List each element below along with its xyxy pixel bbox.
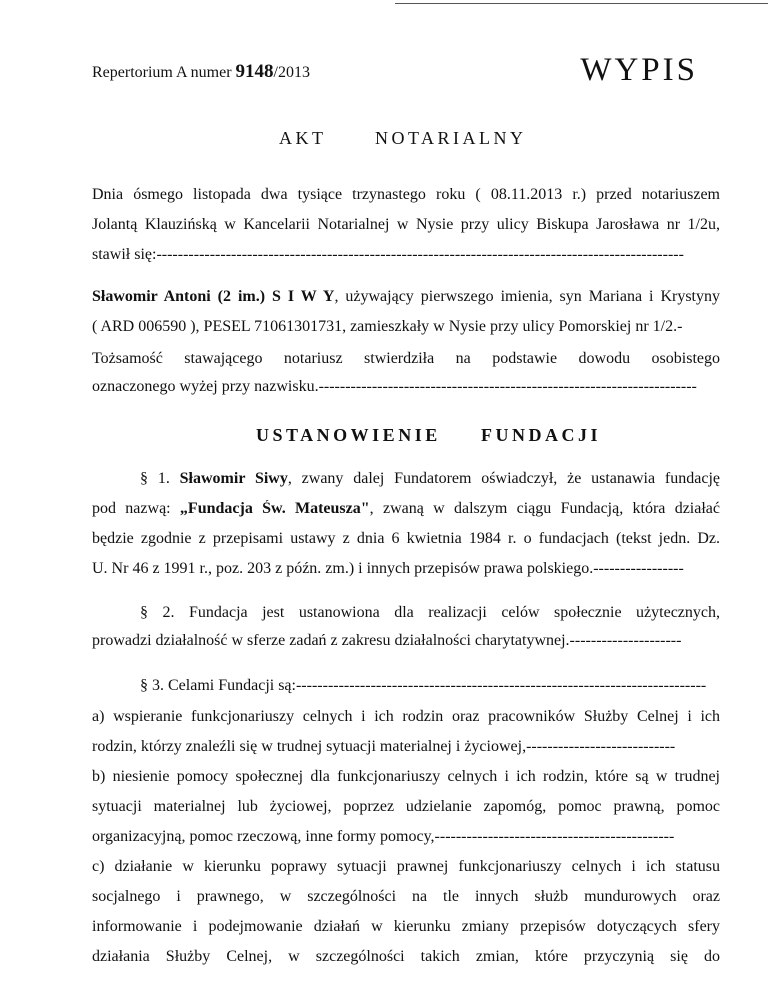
- title-akt: AKT: [279, 128, 327, 148]
- identity-line-2: oznaczonego wyżej przy nazwisku.-----------------------------------------------------------------------: [92, 378, 697, 395]
- repertorium-bold-number: 9148: [235, 61, 274, 82]
- repertorium-number: Repertorium A numer 9148/2013: [92, 61, 310, 82]
- para1-line-1: § 1. Sławomir Siwy, zwany dalej Fundatorem oświadczył, że ustanawia fundację: [140, 470, 720, 487]
- intro-line-1: Dnia ósmego listopada dwa tysiące trzynastego roku ( 08.11.2013 r.) przed notariuszem: [92, 186, 720, 203]
- section-title-ustanowienie: USTANOWIENIE: [256, 425, 441, 445]
- para1-line-4: U. Nr 46 z 1991 r., poz. 203 z późn. zm.) i innych przepisów prawa polskiego.-----------------: [92, 560, 684, 577]
- para3-a-line-1: a) wspieranie funkcjonariuszy celnych i ich rodzin oraz pracowników Służby Celnej i ich: [92, 708, 720, 725]
- foundation-name: „Fundacja Św. Mateusza": [179, 500, 370, 517]
- para3-c-line-1: c) działanie w kierunku poprawy sytuacji prawnej funkcjonariuszy celnych i ich statusu: [92, 858, 720, 875]
- para1-line-2: pod nazwą: „Fundacja Św. Mateusza", zwaną w dalszym ciągu Fundacją, która działać: [92, 500, 720, 517]
- para2-line-2: prowadzi działalność w sferze zadań z zakresu działalności charytatywnej.---------------------: [92, 632, 682, 649]
- party-line-1: Sławomir Antoni (2 im.) S I W Y, używający pierwszego imienia, syn Mariana i Krystyny: [92, 288, 720, 305]
- para3-line-1: § 3. Celami Fundacji są:-----------------------------------------------------------------------------: [140, 677, 707, 694]
- section-title-fundacji: FUNDACJI: [481, 425, 601, 445]
- top-rule: [395, 3, 768, 4]
- party-line-2: ( ARD 006590 ), PESEL 71061301731, zamieszkały w Nysie przy ulicy Pomorskiej nr 1/2.-: [92, 318, 683, 335]
- para2-line-1: § 2. Fundacja jest ustanowiona dla realizacji celów społecznie użytecznych,: [140, 604, 720, 621]
- wypis-stamp: WYPIS: [580, 52, 698, 88]
- para3-c-line-3: informowanie i podejmowanie działań w kierunku zmiany przepisów dotyczących sfery: [92, 918, 720, 935]
- para3-b-line-3: organizacyjną, pomoc rzeczową, inne formy pomocy,---------------------------------------------: [92, 828, 675, 845]
- para3-b-line-1: b) niesienie pomocy społecznej dla funkcjonariuszy celnych i ich rodzin, które są w trudnej: [92, 768, 720, 785]
- intro-line-3: stawił się:---------------------------------------------------------------------------------------------------: [92, 246, 684, 263]
- para1-line-3: będzie zgodnie z przepisami ustawy z dnia 6 kwietnia 1984 r. o fundacjach (tekst jedn. Dz.: [92, 530, 720, 547]
- title-notarialny: NOTARIALNY: [375, 128, 527, 148]
- para3-c-line-2: socjalnego i prawnego, w szczególności na tle innych służb mundurowych oraz: [92, 888, 720, 905]
- para3-b-line-2: sytuacji materialnej lub życiowej, poprzez udzielanie zapomóg, pomoc prawną, pomoc: [92, 798, 720, 815]
- founder-name: Sławomir Siwy: [179, 470, 288, 487]
- intro-line-2: Jolantą Klauzińską w Kancelarii Notarialnej w Nysie przy ulicy Biskupa Jarosława nr 1/2u,: [92, 216, 720, 233]
- para3-a-line-2: rodzin, którzy znaleźli się w trudnej sytuacji materialnej i życiowej,----------------------------: [92, 738, 676, 755]
- para3-c-line-4: działania Służby Celnej, w szczególności takich zmian, które przyczynią się do: [92, 948, 720, 965]
- party-name: Sławomir Antoni (2 im.) S I W Y: [92, 288, 335, 305]
- identity-line-1: Tożsamość stawającego notariusz stwierdziła na podstawie dowodu osobistego: [92, 350, 720, 367]
